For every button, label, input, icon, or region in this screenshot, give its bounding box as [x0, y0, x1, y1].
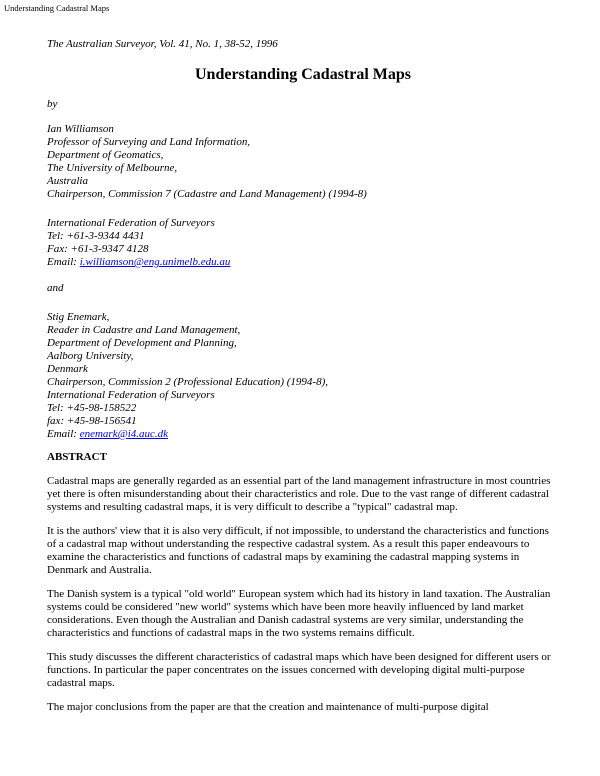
and-label: and — [47, 282, 64, 294]
author2-block — [47, 311, 559, 441]
author1-contact — [47, 217, 559, 269]
author1-line: Professor of Surveying and Land Information, — [47, 136, 251, 148]
by-label: by — [47, 98, 58, 110]
author2-tel: Tel: +45-98-158522 — [47, 402, 137, 414]
abstract-paragraph: This study discusses the different characteristics of cadastral maps which have been designed for different users or functions. In particular the paper concentrates on the issues concerned with developing digital multi-purpose cadastral maps. — [47, 651, 551, 689]
author1-email-label: Email: — [47, 256, 80, 268]
author2-line: Denmark — [47, 363, 88, 375]
author1-line: Chairperson, Commission 7 (Cadastre and Land Management) (1994-8) — [47, 188, 367, 200]
author2-line: Chairperson, Commission 2 (Professional Education) (1994-8), — [47, 376, 328, 388]
document-page — [47, 38, 559, 714]
author2-fax: fax: +45-98-156541 — [47, 415, 137, 427]
window-title: Understanding Cadastral Maps — [4, 3, 110, 13]
author1-email-link[interactable]: i.williamson@eng.unimelb.edu.au — [79, 256, 231, 268]
page-title: Understanding Cadastral Maps — [194, 66, 412, 83]
author2-email-link[interactable]: enemark@i4.auc.dk — [79, 428, 169, 440]
abstract-paragraph: Cadastral maps are generally regarded as an essential part of the land management infrastructure in most countries yet there is often misunderstanding about their characteristics and role. Due to the vast range of different cadastral systems and resulting cadastral maps, it is very difficult to describe a "typical" cadastral map. — [47, 475, 551, 513]
author1-line: Department of Geomatics, — [47, 149, 164, 161]
abstract-paragraph: The Danish system is a typical "old world" European system which had its history in land taxation. The Australian systems could be considered "new world" systems which have been more heavily influenced by land market considerations. Even though the Australian and Danish cadastral systems are very similar, understanding the characteristics and functions of cadastral maps in the two systems remains difficult. — [47, 588, 551, 639]
author2-line: Department of Development and Planning, — [47, 337, 237, 349]
author1-tel: Tel: +61-3-9344 4431 — [47, 230, 145, 242]
author1-org: International Federation of Surveyors — [47, 217, 215, 229]
author1-fax: Fax: +61-3-9347 4128 — [47, 243, 149, 255]
author2-line: International Federation of Surveyors — [47, 389, 215, 401]
author1-block — [47, 123, 559, 201]
abstract-paragraph: It is the authors' view that it is also very difficult, if not impossible, to understand the characteristics and functions of a cadastral map without understanding the respective cadastral system. As a result this paper endeavours to examine the characteristics and functions of cadastral maps by examining the cadastral mapping systems in Denmark and Australia. — [47, 525, 549, 576]
abstract-paragraph: The major conclusions from the paper are that the creation and maintenance of multi-purpose digital — [47, 701, 489, 713]
citation: The Australian Surveyor, Vol. 41, No. 1, 38-52, 1996 — [47, 38, 278, 50]
author2-line: Aalborg University, — [47, 350, 134, 362]
author1-line: Australia — [47, 175, 88, 187]
abstract-heading: ABSTRACT — [47, 451, 107, 463]
author1-line: Ian Williamson — [47, 123, 114, 135]
author2-email-line — [47, 428, 559, 441]
author2-line: Stig Enemark, — [47, 311, 110, 323]
author2-line: Reader in Cadastre and Land Management, — [47, 324, 241, 336]
author1-email-line — [47, 256, 559, 269]
author2-email-label: Email: — [47, 428, 80, 440]
author1-line: The University of Melbourne, — [47, 162, 178, 174]
